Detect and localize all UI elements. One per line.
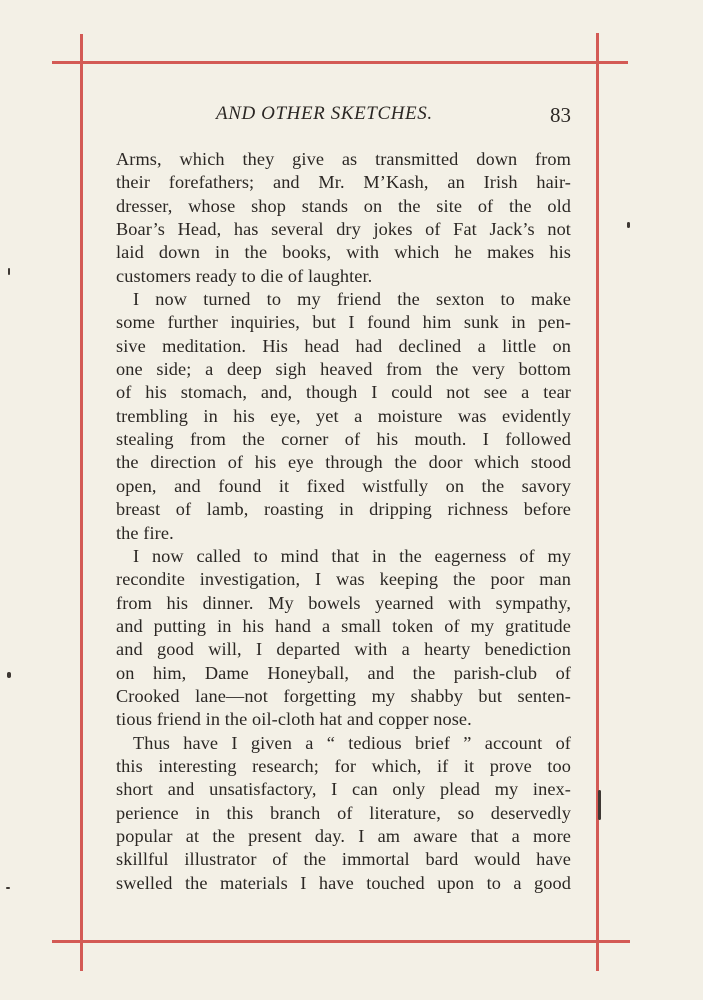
body-text xyxy=(116,148,571,895)
ink-speck xyxy=(8,268,10,275)
text-line: stealing from the corner of his mouth. I followed xyxy=(116,429,571,450)
text-line: trembling in his eye, yet a moisture was evidently xyxy=(116,405,571,426)
text-line: breast of lamb, roasting in dripping richness before xyxy=(116,499,571,520)
ink-speck xyxy=(598,790,601,820)
text-line: Thus have I given a “ tedious brief ” account of xyxy=(133,732,571,753)
text-line: sive meditation. His head had declined a little on xyxy=(116,335,571,356)
text-line: popular at the present day. I am aware that a more xyxy=(116,825,571,846)
page-header xyxy=(116,103,571,131)
ink-speck xyxy=(6,887,10,889)
text-line: skillful illustrator of the immortal bard would have xyxy=(116,849,571,870)
text-line: Arms, which they give as transmitted down from xyxy=(116,149,571,169)
text-line: I now turned to my friend the sexton to make xyxy=(133,289,571,310)
text-line: some further inquiries, but I found him sunk in pen- xyxy=(116,312,571,333)
border-rule-right xyxy=(596,33,599,971)
ink-speck xyxy=(7,672,11,678)
page-number: 83 xyxy=(550,103,571,127)
text-line: short and unsatisfactory, I can only plead my inex- xyxy=(116,779,571,800)
text-line: one side; a deep sigh heaved from the very bottom xyxy=(116,359,571,380)
text-line: customers ready to die of laughter. xyxy=(116,265,373,286)
text-line: the fire. xyxy=(116,522,174,543)
text-line: tious friend in the oil-cloth hat and copper nose. xyxy=(116,709,472,730)
text-line: on him, Dame Honeyball, and the parish-club of xyxy=(116,662,571,683)
text-line: from his dinner. My bowels yearned with sympathy, xyxy=(116,592,571,613)
text-line: I now called to mind that in the eagerness of my xyxy=(133,545,571,566)
text-line: the direction of his eye through the door which stood xyxy=(116,452,571,473)
text-line: and good will, I departed with a hearty benediction xyxy=(116,639,571,660)
border-rule-top xyxy=(52,61,628,64)
text-line: swelled the materials I have touched upon to a good xyxy=(116,872,571,893)
running-head: AND OTHER SKETCHES. xyxy=(216,103,433,124)
text-line: recondite investigation, I was keeping the poor man xyxy=(116,569,571,590)
border-rule-bottom xyxy=(52,940,630,943)
border-rule-left xyxy=(80,34,83,971)
text-line: laid down in the books, with which he makes his xyxy=(116,242,571,263)
text-line: this interesting research; for which, if it prove too xyxy=(116,755,571,776)
text-line: Boar’s Head, has several dry jokes of Fat Jack’s not xyxy=(116,219,571,240)
text-line: and putting in his hand a small token of my gratitude xyxy=(116,615,571,636)
text-line: dresser, whose shop stands on the site of the old xyxy=(116,195,571,216)
text-line: Crooked lane—not forgetting my shabby but senten- xyxy=(116,685,571,706)
text-line: perience in this branch of literature, so deservedly xyxy=(116,802,571,823)
text-line: open, and found it fixed wistfully on the savory xyxy=(116,475,571,496)
ink-speck xyxy=(627,222,630,228)
text-line: their forefathers; and Mr. M’Kash, an Irish hair- xyxy=(116,172,571,193)
text-line: of his stomach, and, though I could not see a tear xyxy=(116,382,571,403)
